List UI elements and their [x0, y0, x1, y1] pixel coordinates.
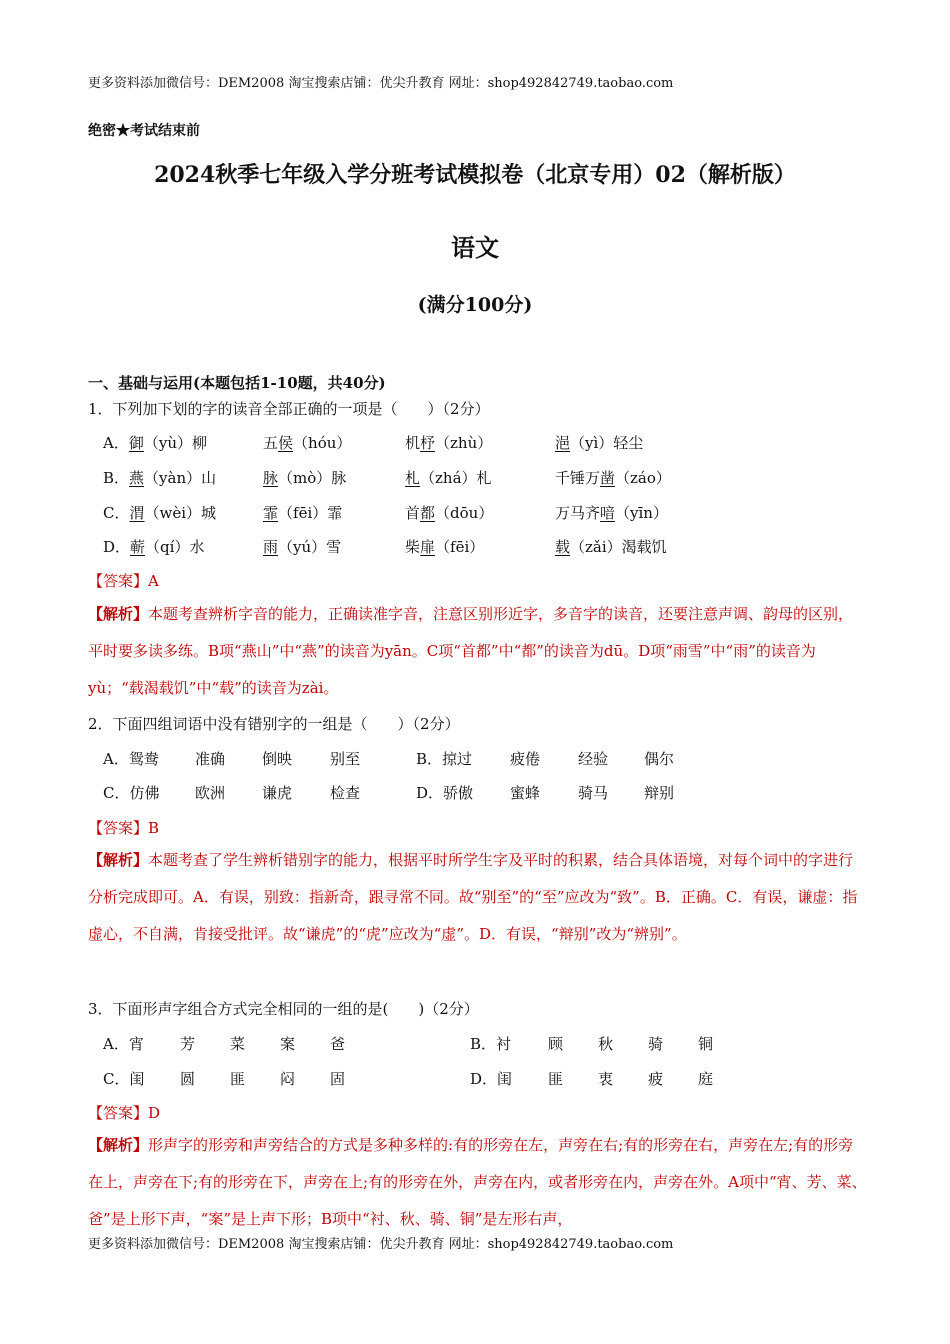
underlined-char: 蕲	[130, 538, 146, 556]
option-pinyin: （yīn）	[615, 504, 668, 522]
option-pinyin: （hóu）	[293, 434, 352, 452]
option-prefix: 首	[405, 504, 421, 522]
q2-option-a-4: 别至	[330, 750, 361, 768]
option-prefix: C．	[103, 504, 130, 522]
option-prefix: B．	[103, 469, 130, 487]
q3-option-b-5: 铜	[698, 1035, 714, 1053]
exam-title: 2024秋季七年级入学分班考试模拟卷（北京专用）02（解析版）	[154, 162, 796, 188]
explanation-text: 本题考查辨析字音的能力，正确读准字音，注意区别形近字，多音字的读音，还要注意声调、韵母的区别，平时要多读多练。B项“燕山”中“燕”的读音为yān。C项“首都”中“都”的读音为dū。D项“雨雪”中“雨”的读音为yù；“载渴载饥”中“载”的读音为zài。	[88, 605, 854, 697]
q3-option-c-2: 圆	[180, 1070, 196, 1088]
subject-title: 语文	[451, 233, 499, 262]
q1-option-b-item-4	[555, 467, 671, 488]
section-heading: 一、基础与运用(本题包括1-10题，共40分)	[88, 374, 386, 392]
explanation-tag: 【解析】	[88, 1136, 149, 1154]
question-3-stem: 3．下面形声字组合方式完全相同的一组的是( )（2分）	[88, 1000, 479, 1018]
score-label: (满分100分)	[417, 294, 533, 316]
option-pinyin: （yì）轻尘	[570, 434, 644, 452]
q3-option-a-4: 案	[280, 1035, 296, 1053]
page-footer: 更多资料添加微信号：DEM2008 淘宝搜索店铺：优尖升教育 网址：shop492842749.taobao.com	[88, 1233, 679, 1252]
option-pinyin: （fēi）霏	[278, 504, 343, 522]
option-pinyin: （dōu）	[435, 504, 494, 522]
option-prefix: D．	[103, 538, 131, 556]
option-pinyin: （qí）水	[145, 538, 205, 556]
option-prefix: A．	[103, 434, 129, 452]
q3-option-b-1: B．衬	[470, 1035, 512, 1053]
q1-option-d-item-1	[103, 536, 204, 557]
q2-option-c-4: 检查	[330, 784, 361, 802]
q2-option-c-2: 欧洲	[195, 784, 226, 802]
option-pinyin: （zhù）	[435, 434, 493, 452]
underlined-char: 霏	[263, 504, 279, 522]
q2-option-d-1: D．骄傲	[416, 784, 474, 802]
q2-option-a-2: 准确	[195, 750, 226, 768]
q2-option-c-1: C．仿佛	[103, 784, 160, 802]
q1-option-b-item-3	[405, 467, 492, 488]
q2-option-d-2: 蜜蜂	[510, 784, 541, 802]
underlined-char: 都	[420, 504, 436, 522]
explanation-tag: 【解析】	[88, 851, 149, 869]
question-1-stem: 1．下列加下划的字的读音全部正确的一项是（ ）（2分）	[88, 400, 490, 418]
option-pinyin: （mò）脉	[278, 469, 347, 487]
option-pinyin: （yú）雪	[278, 538, 342, 556]
q3-option-a-5: 爸	[330, 1035, 346, 1053]
q1-option-d-item-3	[405, 536, 484, 557]
q1-option-c-item-4	[555, 502, 668, 523]
q2-option-b-4: 偶尔	[644, 750, 675, 768]
q1-option-a-item-1	[103, 432, 207, 453]
underlined-char: 喑	[600, 504, 616, 522]
underlined-char: 札	[405, 469, 421, 487]
option-pinyin: （yù）柳	[143, 434, 207, 452]
page-header: 更多资料添加微信号：DEM2008 淘宝搜索店铺：优尖升教育 网址：shop492842749.taobao.com	[88, 76, 674, 91]
question-3-explanation	[88, 1127, 868, 1238]
underlined-char: 雨	[263, 538, 279, 556]
explanation-tag: 【解析】	[88, 605, 149, 623]
option-prefix: 柴	[405, 538, 421, 556]
q2-option-c-3: 谦虎	[262, 784, 293, 802]
q1-option-b-item-1	[103, 467, 216, 488]
q2-option-a-3: 倒映	[262, 750, 293, 768]
q3-option-b-3: 秋	[598, 1035, 614, 1053]
option-pinyin: （yàn）山	[144, 469, 217, 487]
q1-option-a-item-2	[263, 432, 351, 453]
q2-option-b-1: B．掠过	[416, 750, 473, 768]
underlined-char: 载	[555, 538, 571, 556]
q1-option-a-item-4	[555, 432, 643, 453]
underlined-char: 渭	[129, 504, 145, 522]
q3-option-d-3: 衷	[598, 1070, 614, 1088]
option-pinyin: （záo）	[615, 469, 671, 487]
secret-label: 绝密★考试结束前	[88, 123, 200, 139]
q1-option-d-item-2	[263, 536, 341, 557]
explanation-text: 本题考查了学生辨析错别字的能力，根据平时所学生字及平时的积累，结合具体语境，对每个词中的字进行分析完成即可。A．有误，别致：指新奇，跟寻常不同。故“别至”的“至”应改为“致”。B．正确。C．有误，谦虚：指虚心，不自满，肯接受批评。故“谦虎”的“虎”应改为“虚”。D．有误，“辩别”改为“辨别”。	[88, 851, 858, 943]
q1-option-d-item-4	[555, 536, 667, 557]
option-pinyin: （zhá）札	[420, 469, 492, 487]
q1-option-c-item-1	[103, 502, 216, 523]
q1-option-c-item-3	[405, 502, 493, 523]
underlined-char: 杼	[420, 434, 436, 452]
question-3-answer: 【答案】D	[88, 1104, 161, 1122]
question-2-explanation	[88, 842, 868, 953]
q1-option-b-item-2	[263, 467, 346, 488]
option-pinyin: （fēi）	[435, 538, 485, 556]
q3-option-a-1: A．宵	[103, 1035, 144, 1053]
option-prefix: 机	[405, 434, 421, 452]
question-2-stem: 2．下面四组词语中没有错别字的一组是（ ）（2分）	[88, 715, 460, 733]
underlined-char: 侯	[278, 434, 294, 452]
q2-option-b-2: 疲倦	[510, 750, 541, 768]
underlined-char: 扉	[420, 538, 436, 556]
option-prefix: 万马齐	[555, 504, 601, 522]
question-1-answer: 【答案】A	[88, 572, 159, 590]
option-prefix: 千锤万	[555, 469, 601, 487]
option-pinyin: （wèi）城	[144, 504, 217, 522]
q3-option-c-4: 闷	[280, 1070, 296, 1088]
q3-option-b-2: 顾	[548, 1035, 564, 1053]
q1-option-a-item-3	[405, 432, 492, 453]
question-1-explanation	[88, 596, 868, 707]
option-prefix: 五	[263, 434, 279, 452]
explanation-text: 形声字的形旁和声旁结合的方式是多种多样的:有的形旁在左，声旁在右;有的形旁在右，声旁在左;有的形旁在上，声旁在下;有的形旁在下，声旁在上;有的形旁在外，声旁在内，或者形旁在内，声旁在外。A项中“宵、芳、菜、爸”是上形下声，“案”是上声下形；B项中“衬、秋、骑、铜”是左形右声，	[88, 1136, 867, 1228]
underlined-char: 浥	[555, 434, 571, 452]
q3-option-a-2: 芳	[180, 1035, 196, 1053]
q3-option-c-3: 匪	[230, 1070, 246, 1088]
q2-option-d-3: 骑马	[578, 784, 609, 802]
q3-option-b-4: 骑	[648, 1035, 664, 1053]
question-2-answer: 【答案】B	[88, 819, 160, 837]
q3-option-c-5: 固	[330, 1070, 346, 1088]
q1-option-c-item-2	[263, 502, 342, 523]
q3-option-a-3: 菜	[230, 1035, 246, 1053]
underlined-char: 燕	[129, 469, 145, 487]
q2-option-a-1: A．鸳鸯	[103, 750, 159, 768]
q3-option-d-4: 疲	[648, 1070, 664, 1088]
q2-option-b-3: 经验	[578, 750, 609, 768]
q2-option-d-4: 辩别	[644, 784, 675, 802]
underlined-char: 脉	[263, 469, 279, 487]
q3-option-d-5: 庭	[698, 1070, 714, 1088]
q3-option-d-2: 匪	[548, 1070, 564, 1088]
underlined-char: 凿	[600, 469, 616, 487]
underlined-char: 御	[128, 434, 144, 452]
option-pinyin: （zǎi）渴载饥	[570, 538, 667, 556]
q3-option-c-1: C．闺	[103, 1070, 145, 1088]
q3-option-d-1: D．闺	[470, 1070, 513, 1088]
